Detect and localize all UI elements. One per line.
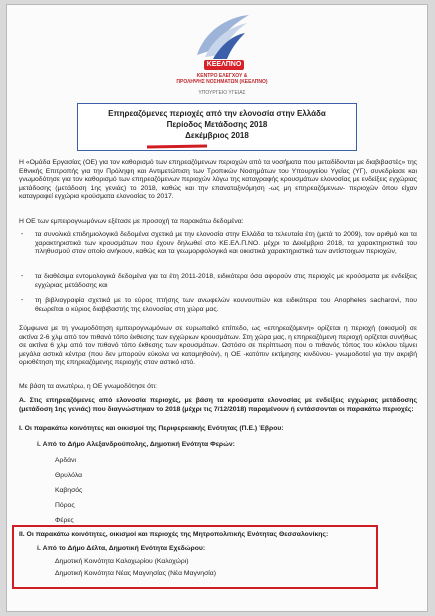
section-thessaloniki: II. Οι παρακάτω κοινότητες, οικισμοί και περιοχές της Μητροπολιτικής Ενότητας Θεσσαλονίκης:	[19, 531, 329, 538]
logo-label: ΚΕΕΛΠΝΟ	[204, 60, 244, 70]
org-name-line1: ΚΕΝΤΡΟ ΕΛΕΓΧΟΥ &	[196, 73, 248, 79]
bullet-dash: -	[21, 297, 24, 304]
bullet-bibliography: τη βιβλιογραφία σχετικά με το εύρος πτήσης των ανωφελών κουνουπιών και ειδικότερα του Anopheles sacharovi, που θεωρείται ο κύριος διαβιβαστής της ελονοσίας στη χώρα μας.	[35, 297, 417, 313]
bullet-dash: -	[21, 231, 24, 238]
section-a: Α. Στις επηρεαζόμενες από ελονοσία περιοχές, με βάση τα κρούσματα ελονοσίας με ενδείξεις εγχώριας μετάδοσης (μετάδοση 1ης γενιάς) που διαγνώστηκαν το 2018 (μέχρι τις 7/12/2018) παραμένουν ή εντάσσονται οι παρακάτω περιοχές:	[19, 397, 417, 413]
keelpno-logo-icon	[187, 11, 257, 63]
community-nea-magnisia: Δημοτική Κοινότητα Νέας Μαγνησίας (Νέα Μαγνησία)	[55, 570, 216, 577]
bullet-entomology: τα διαθέσιμα εντομολογικά δεδομένα για τα έτη 2011-2018, ειδικότερα όσα αφορούν στις περιοχές με κρούσματα με ενδείξεις εγχώριας μετάδοσης και	[35, 273, 417, 289]
section-evros: I. Οι παρακάτω κοινότητες και οικισμοί της Περιφερειακής Ενότητας (Π.Ε.) Έβρου:	[19, 425, 284, 432]
subsection-delta: i. Από το Δήμο Δέλτα, Δημοτική Ενότητα Εχεδώρου:	[37, 545, 206, 552]
village-thrylola: Θρυλόλα	[55, 472, 83, 479]
paragraph-data-list-intro: Η ΟΕ των εμπειρογνωμόνων εξέτασε με προσοχή τα παρακάτω δεδομένα:	[19, 218, 244, 225]
paragraph-definition: Σύμφωνα με τη γνωμοδότηση εμπειρογνωμόνων σε ευρωπαϊκό επίπεδο, ως «επηρεαζόμενη» ορίζεται η περιοχή (οικισμοί) σε ακτίνα 2-6 χλμ από τον πιθανό τόπο έκθεσης των εγχώριων κρουσμάτων. Στη χώρα μας, η επηρεαζόμενη περιοχή ορίζεται συνήθως σε ακτίνα 6 χλμ από τον πιθανό τόπο έκθεσης των κρουσμάτων. Ωστόσο σε περίπτωση που ο πιθανός τόπος του κύκλου τέμνει μεγάλα αστικά κέντρα (που δεν μπορούν εύκολα να καταμηθούν), η ΟΕ -κατόπιν εκτίμησης κινδύνου- γνωμοδοτεί για την ακριβή οριοθέτηση της επηρεαζόμενης περιοχής στον αστικό ιστό.	[19, 325, 417, 367]
bullet-dash: -	[21, 273, 24, 280]
paragraph-intro: Η «Ομάδα Εργασίας (ΟΕ) για τον καθορισμό των επηρεαζόμενων περιοχών από τα νοσήματα που μεταδίδονται με διαβιβαστές» της Εθνικής Επιτροπής για την Πρόληψη και Αντιμετώπιση των Τροπικών Νοσημάτων του Υπουργείου Υγείας (ΥΓ), συνεδρίασε και γνωμοδότησε για τον καθορισμό των επηρεαζόμενων περιοχών λόγω της καταγραφής κρουσμάτων ελονοσίας με ενδείξεις εγχώριας μετάδοσης (μετάδοση 1ης γενιάς) το 2018, καθώς και την επαναταξινόμηση -ως μη επηρεαζόμενων- περιοχών όπου είχαν καταγραφεί εγχώρια κρούσματα ελονοσίας το 2017.	[19, 159, 417, 201]
title-box	[77, 103, 357, 151]
village-ardani: Αρδάνι	[55, 457, 77, 464]
document-page	[6, 4, 428, 612]
title-date: Δεκέμβριος 2018	[185, 131, 249, 140]
community-kalochori: Δημοτική Κοινότητα Καλοχωρίου (Καλοχώρι)	[55, 558, 189, 565]
village-feres: Φέρες	[55, 517, 74, 524]
red-highlight-box	[12, 525, 378, 589]
ministry-label: ΥΠΟΥΡΓΕΙΟ ΥΓΕΙΑΣ	[198, 90, 246, 96]
subsection-feres: i. Από το Δήμο Αλεξανδρούπολης, Δημοτική Ενότητα Φερών:	[37, 441, 235, 448]
village-poros: Πόρος	[55, 502, 75, 509]
org-name-line2: ΠΡΟΛΗΨΗΣ ΝΟΣΗΜΑΤΩΝ (ΚΕΕΛΠΝΟ)	[176, 79, 268, 85]
title-line1: Επηρεαζόμενες περιοχές από την ελονοσία στην Ελλάδα	[108, 109, 326, 118]
bullet-epidemiology: τα συνολικά επιδημιολογικά δεδομένα σχετικά με την ελονοσία στην Ελλάδα τα τελευταία έτη (μετά το 2009), τον αριθμό και τα χαρακτηριστικά των κρουσμάτων που έχουν δηλωθεί στο ΚΕ.ΕΛ.Π.ΝΟ. μέχρι το Δεκέμβριο 2018, τα χαρακτηριστικά του πληθυσμού στον οποίο ανήκουν, καθώς και τα γεωμορφολογικά και οικιστικά χαρακτηριστικά των αντίστοιχων περιοχών,	[35, 231, 417, 256]
paragraph-conclusion: Με βάση τα ανωτέρω, η ΟΕ γνωμοδότησε ότι:	[19, 383, 157, 390]
title-line2: Περίοδος Μετάδοσης 2018	[166, 120, 268, 129]
village-kavisos: Καβησός	[55, 487, 83, 494]
